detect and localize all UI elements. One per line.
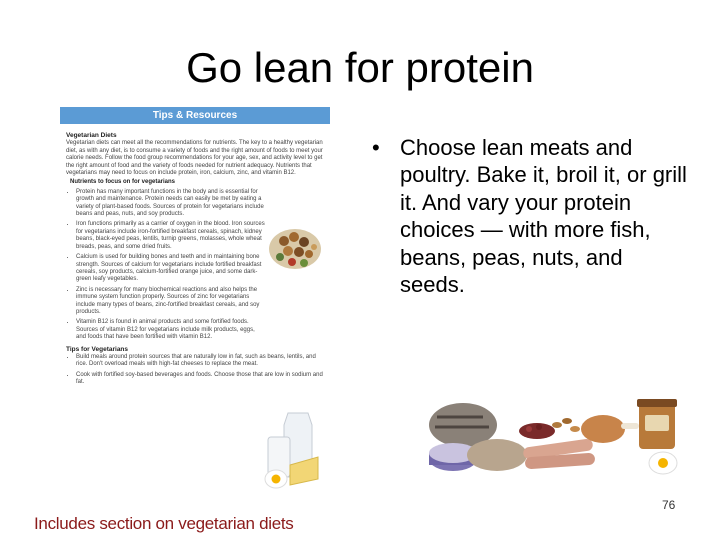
page-number: 76	[662, 498, 676, 512]
tips-list	[76, 354, 324, 387]
tip-item: • Cook with fortified soy-based beverages and foods. Choose those that are low in sodium and fat.	[76, 372, 324, 387]
nutrient-item: • Calcium is used for building bones and teeth and in maintaining bone strength. Sources of calcium for vegetarians include fortified breakfast cereals, soy products, calcium-fortified orange juice, and some dark-green leafy vegetables.	[76, 254, 266, 284]
nutrient-item: • Zinc is necessary for many biochemical reactions and also helps the immune system function properly. Sources of zinc for vegetarians include many types of beans, zinc-fortified breakfast cereals, and soy products.	[76, 287, 266, 317]
bullet-text: Choose lean meats and poultry. Bake it, broil it, or grill it. And vary your protein choices — with more fish, beans, peas, nuts, and seeds.	[400, 135, 687, 298]
doc-intro: Vegetarian diets can meet all the recommendations for nutrients. The key to a healthy vegetarian diet, as with any diet, is to consume a variety of foods and the right amount of foods to meet your calorie needs. Follow the food group recommendations for your age, sex, and activity level to get the right amount of food and the variety of foods needed for nutrient adequacy. Nutrients that vegetarians may need to focus on include protein, iron, calcium, zinc, and vitamin B12.	[66, 140, 323, 177]
protein-foods-photo	[425, 395, 685, 485]
nutrient-item: • Vitamin B12 is found in animal products and some fortified foods. Sources of vitamin B12 for vegetarians include milk products, eggs, and foods that have been fortified with vitamin B12.	[76, 319, 266, 341]
doc-section-title: Vegetarian Diets	[66, 132, 117, 139]
bullet-point	[372, 134, 692, 298]
tip-item: • Build meals around protein sources that are naturally low in fat, such as beans, lentils, and rice. Don't overload meals with high-fat cheeses to replace the meat.	[76, 354, 324, 369]
image-caption: Includes section on vegetarian diets	[34, 514, 294, 533]
tips-document-image	[60, 107, 330, 499]
doc-section-title: Tips for Vegetarians	[66, 345, 129, 353]
nutrient-item: • Iron functions primarily as a carrier of oxygen in the blood. Iron sources for vegetarians include iron-fortified breakfast cereals, spinach, kidney beans, black-eyed peas, lentils, turnip greens, molasses, whole wheat breads, peas, and some dried fruits.	[76, 221, 266, 251]
doc-header: Tips & Resources	[60, 107, 330, 124]
dairy-illustration	[260, 407, 324, 492]
nuts-bowl-illustration	[266, 207, 324, 277]
nutrient-list	[76, 189, 266, 342]
nutrient-item: • Protein has many important functions in the body and is essential for growth and maintenance. Protein needs can easily be met by eating a variety of plant-based foods. Sources of protein for vegetarians include beans and peas, nuts, and soy products.	[76, 189, 266, 219]
slide-title: Go lean for protein	[186, 44, 534, 91]
bullet-marker: •	[372, 135, 380, 160]
doc-subhead: Nutrients to focus on for vegetarians	[70, 179, 176, 186]
